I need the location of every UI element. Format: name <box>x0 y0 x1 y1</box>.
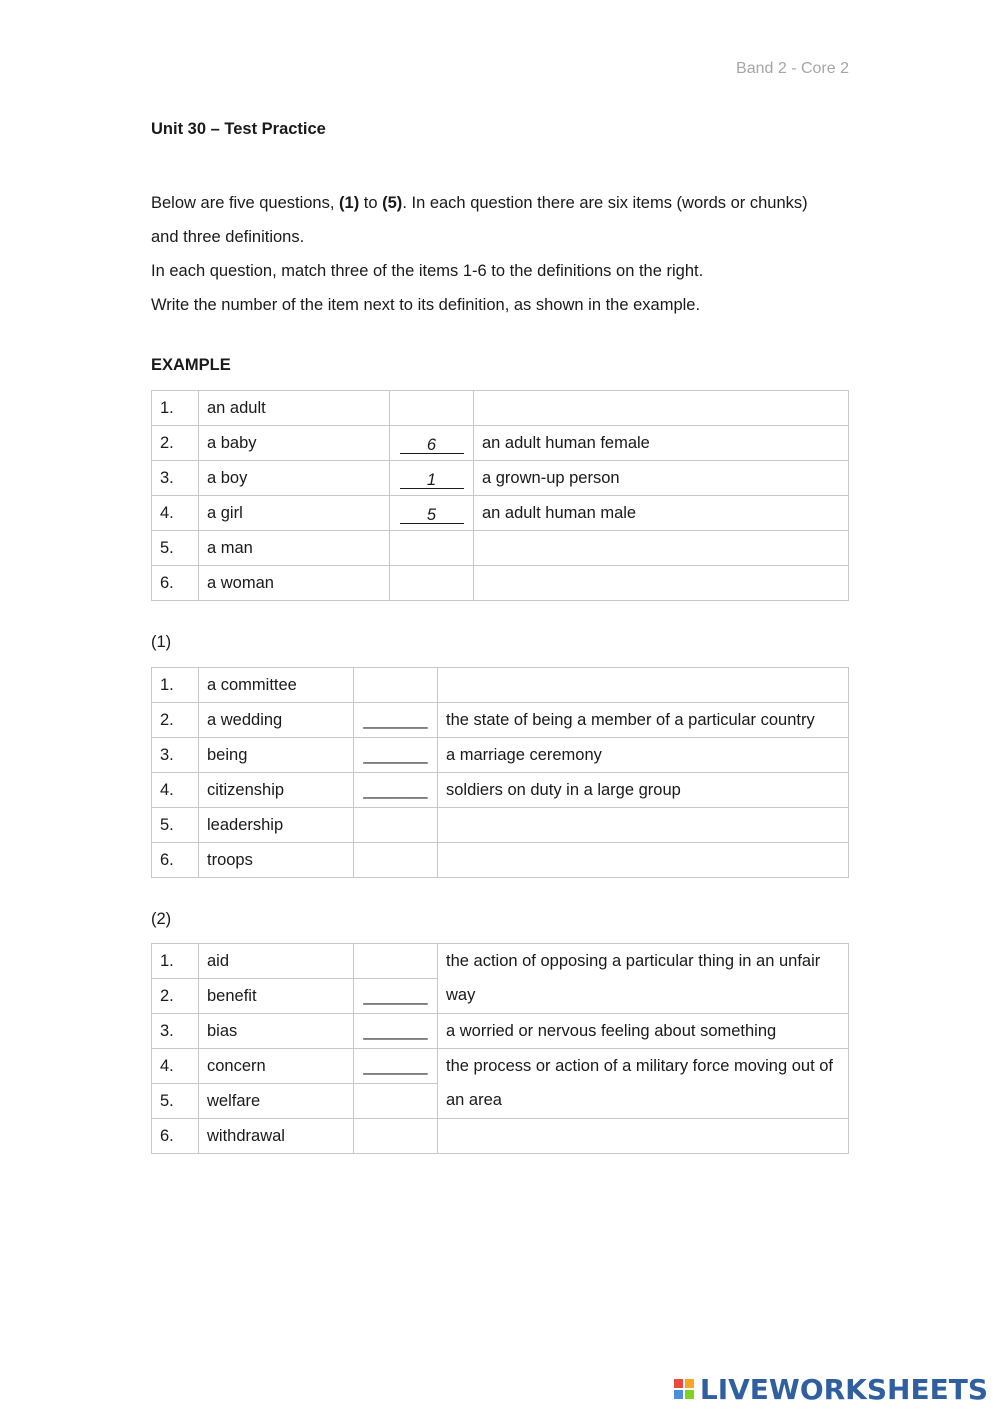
table-row <box>152 668 849 703</box>
item-number: 2. <box>152 979 199 1014</box>
item-number: 5. <box>152 1084 199 1119</box>
definition-cell <box>474 566 849 601</box>
definition-cell: a grown-up person <box>474 461 849 496</box>
definition-cell: a worried or nervous feeling about something <box>438 1014 849 1049</box>
definition-cell: the state of being a member of a particular country <box>438 703 849 738</box>
item-text: a girl <box>199 496 390 531</box>
table-row <box>152 461 849 496</box>
item-text: a boy <box>199 461 390 496</box>
item-text: an adult <box>199 391 390 426</box>
item-number: 2. <box>152 426 199 461</box>
question-1-label: (1) <box>151 633 172 651</box>
table-row <box>152 426 849 461</box>
table-row <box>152 1014 849 1049</box>
definition-cell <box>474 531 849 566</box>
item-number: 5. <box>152 808 199 843</box>
answer-cell <box>390 391 474 426</box>
answer-cell <box>354 1084 438 1119</box>
example-answer: 5 <box>400 507 464 524</box>
item-number: 3. <box>152 461 199 496</box>
item-number: 6. <box>152 843 199 878</box>
instr-text: to <box>359 194 383 212</box>
item-number: 3. <box>152 1014 199 1049</box>
answer-cell <box>354 1119 438 1154</box>
item-number: 4. <box>152 1049 199 1084</box>
instr-q5-ref: (5) <box>382 194 403 212</box>
item-text: bias <box>199 1014 354 1049</box>
item-text: welfare <box>199 1084 354 1119</box>
item-text: a woman <box>199 566 390 601</box>
table-row <box>152 703 849 738</box>
answer-cell <box>390 426 474 461</box>
definition-cell <box>438 843 849 878</box>
item-text: citizenship <box>199 773 354 808</box>
item-text: withdrawal <box>199 1119 354 1154</box>
item-number: 4. <box>152 773 199 808</box>
answer-cell <box>390 531 474 566</box>
table-row <box>152 531 849 566</box>
table-row <box>152 738 849 773</box>
item-text: a baby <box>199 426 390 461</box>
header-band-label: Band 2 - Core 2 <box>736 60 849 77</box>
answer-blank[interactable]: _______ <box>354 1049 438 1084</box>
instructions-line-4: Write the number of the item next to its definition, as shown in the example. <box>151 296 701 314</box>
instr-q1-ref: (1) <box>339 194 360 212</box>
question-2-table <box>151 943 849 1154</box>
instructions <box>151 186 851 322</box>
definition-cell <box>474 391 849 426</box>
item-text: a committee <box>199 668 354 703</box>
table-row <box>152 843 849 878</box>
table-row <box>152 773 849 808</box>
answer-cell <box>354 668 438 703</box>
item-number: 2. <box>152 703 199 738</box>
table-row <box>152 1049 849 1084</box>
definition-cell <box>438 1119 849 1154</box>
item-text: a man <box>199 531 390 566</box>
answer-cell <box>354 944 438 979</box>
answer-cell <box>390 566 474 601</box>
item-text: aid <box>199 944 354 979</box>
answer-cell <box>354 808 438 843</box>
item-text: leadership <box>199 808 354 843</box>
definition-cell <box>438 668 849 703</box>
answer-blank[interactable]: _______ <box>354 979 438 1014</box>
instructions-line-1 <box>151 186 851 220</box>
answer-cell <box>354 843 438 878</box>
answer-cell <box>390 461 474 496</box>
logo-icon <box>674 1379 696 1401</box>
example-answer: 6 <box>400 437 464 454</box>
instr-text: Below are five questions, <box>151 194 340 212</box>
item-number: 4. <box>152 496 199 531</box>
definition-cell <box>438 808 849 843</box>
item-text: a wedding <box>199 703 354 738</box>
answer-blank[interactable]: _______ <box>354 1014 438 1049</box>
answer-blank[interactable]: _______ <box>354 738 438 773</box>
example-table <box>151 390 849 601</box>
item-text: troops <box>199 843 354 878</box>
item-number: 6. <box>152 1119 199 1154</box>
instructions-line-2: and three definitions. <box>151 228 305 246</box>
question-2-label: (2) <box>151 910 172 928</box>
item-text: benefit <box>199 979 354 1014</box>
definition-cell: a marriage ceremony <box>438 738 849 773</box>
logo-text: LIVEWORKSHEETS <box>699 1373 988 1406</box>
item-number: 5. <box>152 531 199 566</box>
table-row <box>152 496 849 531</box>
table-row <box>152 566 849 601</box>
item-text: being <box>199 738 354 773</box>
answer-blank[interactable]: _______ <box>354 703 438 738</box>
liveworksheets-logo <box>674 1373 988 1406</box>
example-label: EXAMPLE <box>151 356 231 374</box>
item-number: 6. <box>152 566 199 601</box>
question-1-table <box>151 667 849 878</box>
definition-cell: an adult human male <box>474 496 849 531</box>
definition-cell: the process or action of a military force moving out of an area <box>438 1049 849 1119</box>
item-number: 1. <box>152 391 199 426</box>
instr-text: . In each question there are six items (words or chunks) <box>402 194 808 212</box>
instructions-line-3: In each question, match three of the items 1-6 to the definitions on the right. <box>151 262 704 280</box>
answer-cell <box>390 496 474 531</box>
definition-cell: soldiers on duty in a large group <box>438 773 849 808</box>
item-text: concern <box>199 1049 354 1084</box>
table-row <box>152 391 849 426</box>
item-number: 3. <box>152 738 199 773</box>
item-number: 1. <box>152 944 199 979</box>
page-title: Unit 30 – Test Practice <box>151 120 326 138</box>
example-answer: 1 <box>400 472 464 489</box>
answer-blank[interactable]: _______ <box>354 773 438 808</box>
definition-cell: the action of opposing a particular thing in an unfair way <box>438 944 849 1014</box>
item-number: 1. <box>152 668 199 703</box>
table-row <box>152 808 849 843</box>
table-row <box>152 1119 849 1154</box>
table-row <box>152 944 849 979</box>
definition-cell: an adult human female <box>474 426 849 461</box>
